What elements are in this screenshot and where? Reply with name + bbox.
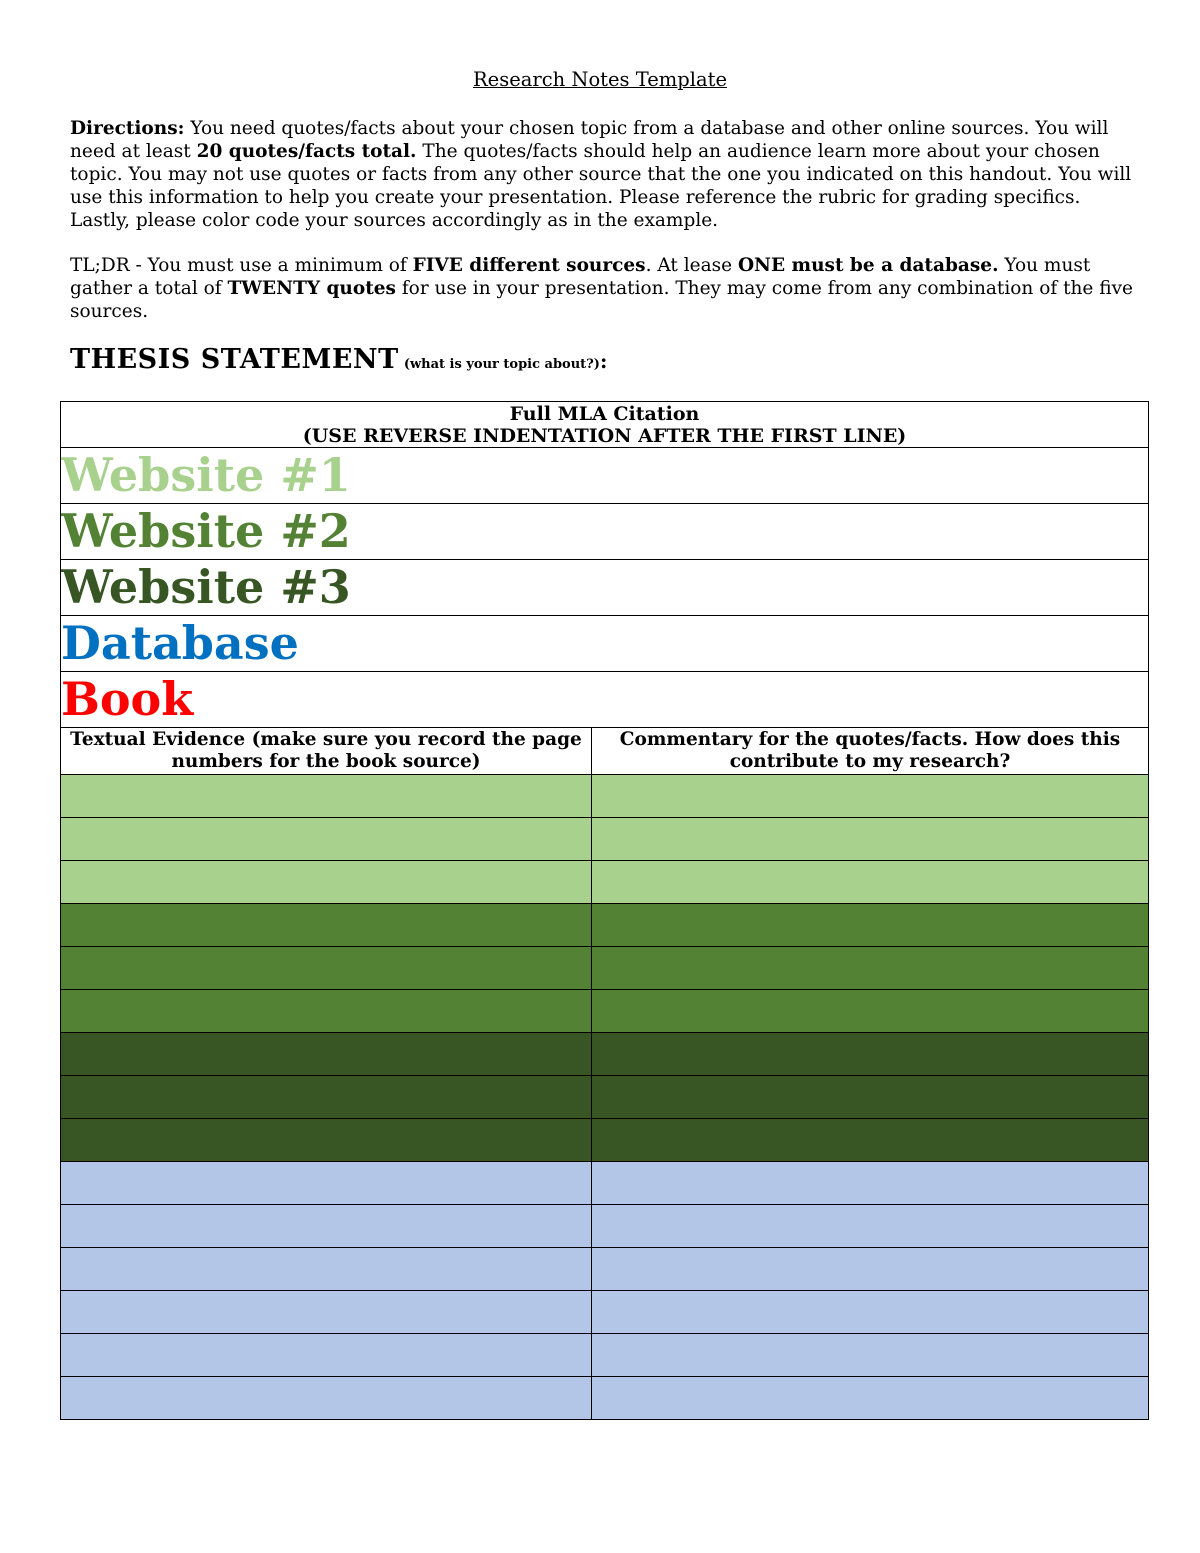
entry-row-website-3 xyxy=(61,1119,1149,1162)
research-notes-table xyxy=(60,401,1149,1420)
commentary-cell[interactable] xyxy=(592,1291,1149,1334)
commentary-cell[interactable] xyxy=(592,861,1149,904)
source-label-website-1[interactable]: Website #1 xyxy=(61,448,1149,504)
evidence-cell[interactable] xyxy=(61,775,592,818)
evidence-cell[interactable] xyxy=(61,1334,592,1377)
entry-row-website-2 xyxy=(61,904,1149,947)
tldr-text-4: for use in your presentation. They may come from any combination of the five sources. xyxy=(70,278,1133,322)
entry-row-website-1 xyxy=(61,818,1149,861)
tldr-bold-1: FIVE different sources xyxy=(412,255,646,276)
commentary-cell[interactable] xyxy=(592,1205,1149,1248)
commentary-cell[interactable] xyxy=(592,1033,1149,1076)
evidence-cell[interactable] xyxy=(61,1291,592,1334)
entry-row-website-1 xyxy=(61,861,1149,904)
thesis-label: THESIS STATEMENT xyxy=(70,344,399,375)
evidence-cell[interactable] xyxy=(61,947,592,990)
commentary-cell[interactable] xyxy=(592,1162,1149,1205)
commentary-cell[interactable] xyxy=(592,1076,1149,1119)
commentary-cell[interactable] xyxy=(592,1119,1149,1162)
entry-row-website-2 xyxy=(61,947,1149,990)
entry-row-database xyxy=(61,1291,1149,1334)
commentary-cell[interactable] xyxy=(592,1377,1149,1420)
commentary-cell[interactable] xyxy=(592,947,1149,990)
evidence-cell[interactable] xyxy=(61,818,592,861)
thesis-heading xyxy=(70,344,607,375)
source-row-website-1 xyxy=(61,448,1149,504)
evidence-header-row xyxy=(61,728,1149,775)
citation-header-line-1: Full MLA Citation xyxy=(509,402,700,425)
commentary-cell[interactable] xyxy=(592,990,1149,1033)
entry-row-website-2 xyxy=(61,990,1149,1033)
source-label-database[interactable]: Database xyxy=(61,616,1149,672)
tldr-text-1: TL;DR - You must use a minimum of xyxy=(70,255,413,276)
commentary-cell[interactable] xyxy=(592,818,1149,861)
citation-header xyxy=(61,402,1149,448)
commentary-cell[interactable] xyxy=(592,904,1149,947)
entry-row-database xyxy=(61,1334,1149,1377)
tldr-paragraph xyxy=(70,254,1135,323)
source-row-website-3 xyxy=(61,560,1149,616)
entry-row-website-1 xyxy=(61,775,1149,818)
source-label-book[interactable]: Book xyxy=(61,672,1149,728)
tldr-text-3: You must gather a total of xyxy=(70,255,1091,299)
citation-header-row xyxy=(61,402,1149,448)
tldr-text-2: . At lease xyxy=(645,255,738,276)
evidence-cell[interactable] xyxy=(61,1205,592,1248)
entry-row-database xyxy=(61,1377,1149,1420)
page-title: Research Notes Template xyxy=(472,68,728,91)
evidence-cell[interactable] xyxy=(61,1076,592,1119)
source-row-website-2 xyxy=(61,504,1149,560)
evidence-cell[interactable] xyxy=(61,1119,592,1162)
commentary-cell[interactable] xyxy=(592,1334,1149,1377)
evidence-cell[interactable] xyxy=(61,904,592,947)
evidence-cell[interactable] xyxy=(61,990,592,1033)
evidence-cell[interactable] xyxy=(61,1248,592,1291)
evidence-cell[interactable] xyxy=(61,861,592,904)
entry-row-database xyxy=(61,1162,1149,1205)
entry-row-database xyxy=(61,1205,1149,1248)
evidence-cell[interactable] xyxy=(61,1377,592,1420)
source-label-website-3[interactable]: Website #3 xyxy=(61,560,1149,616)
citation-header-line-2: (USE REVERSE INDENTATION AFTER THE FIRST LINE) xyxy=(302,424,907,447)
directions-bold-1: 20 quotes/facts total. xyxy=(196,141,417,162)
directions-paragraph xyxy=(70,117,1135,232)
evidence-header: Textual Evidence (make sure you record the page numbers for the book source) xyxy=(61,728,592,775)
entry-row-website-3 xyxy=(61,1033,1149,1076)
entry-row-database xyxy=(61,1248,1149,1291)
directions-label: Directions: xyxy=(70,118,185,139)
tldr-bold-2: ONE must be a database. xyxy=(737,255,999,276)
commentary-cell[interactable] xyxy=(592,1248,1149,1291)
source-label-website-2[interactable]: Website #2 xyxy=(61,504,1149,560)
tldr-bold-3: TWENTY quotes xyxy=(227,278,396,299)
commentary-header: Commentary for the quotes/facts. How does this contribute to my research? xyxy=(592,728,1149,775)
entry-row-website-3 xyxy=(61,1076,1149,1119)
directions-text-2: The quotes/facts should help an audience learn more about your chosen topic. You may not use quotes or facts from any other source that the one you indicated on this handout. You will use this information to help you create your presentation. Please reference the rubric for grading specifics. Lastly, please color code your sources accordingly as in the example. xyxy=(70,141,1132,231)
thesis-sublabel: (what is your topic about?) xyxy=(403,357,600,372)
thesis-colon: : xyxy=(599,349,608,373)
evidence-cell[interactable] xyxy=(61,1033,592,1076)
evidence-cell[interactable] xyxy=(61,1162,592,1205)
source-row-book xyxy=(61,672,1149,728)
directions-text-1: You need quotes/facts about your chosen topic from a database and other online sources. You will need at least xyxy=(70,118,1109,162)
source-row-database xyxy=(61,616,1149,672)
commentary-cell[interactable] xyxy=(592,775,1149,818)
